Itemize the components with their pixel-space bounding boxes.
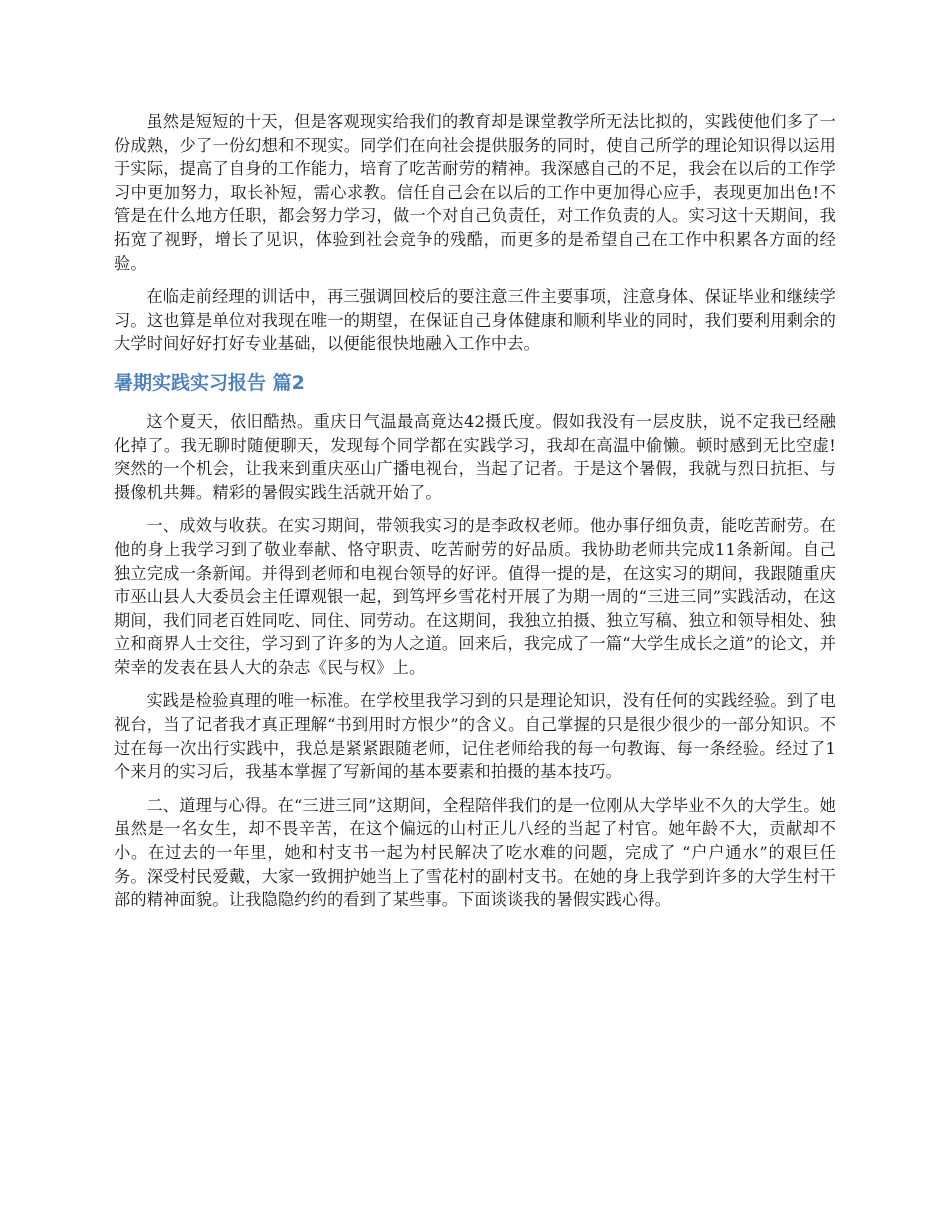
paragraph-1: 虽然是短短的十天，但是客观现实给我们的教育却是课堂教学所无法比拟的，实践使他们多了一份成熟，少了一份幻想和不现实。同学们在向社会提供服务的同时，使自己所学的理论知识得以运用于实际，提高了自身的工作能力，培育了吃苦耐劳的精神。我深感自己的不足，我会在以后的工作学习中更加努力，取长补短，需心求教。信任自己会在以后的工作中更加得心应手，表现更加出色!不管是在什么地方任职，都会努力学习，做一个对自己负责任，对工作负责的人。实习这十天期间，我拓宽了视野，增长了见识，体验到社会竞争的残酷，而更多的是希望自己在工作中积累各方面的经验。: [114, 112, 836, 273]
paragraph-6: 二、道理与心得。在“三进三同”这期间，全程陪伴我们的是一位刚从大学毕业不久的大学生。她虽然是一名女生，却不畏辛苦，在这个偏远的山村正儿八经的当起了村官。她年龄不大，贡献却不小。在过去的一年里，她和村支书一起为村民解决了吃水难的问题，完成了 “户户通水”的艰巨任务。深受村民爱戴，大家一致拥护她当上了雪花村的副村支书。在她的身上我学到许多的大学生村干部的精神面貌。让我隐隐约约的看到了某些事。下面谈谈我的暑假实践心得。: [114, 795, 836, 910]
paragraph-5: 实践是检验真理的唯一标准。在学校里我学习到的只是理论知识，没有任何的实践经验。到了电视台，当了记者我才真正理解“书到用时方恨少”的含义。自己掌握的只是很少很少的一部分知识。不过在每一次出行实践中，我总是紧紧跟随老师，记住老师给我的每一句教诲、每一条经验。经过了1个来月的实习后，我基本掌握了写新闻的基本要素和拍摄的基本技巧。: [114, 691, 836, 782]
paragraph-3: 这个夏天，依旧酷热。重庆日气温最高竟达42摄氏度。假如我没有一层皮肤，说不定我已经融化掉了。我无聊时随便聊天，发现每个同学都在实践学习，我却在高温中偷懒。顿时感到无比空虚!突然的一个机会，让我来到重庆巫山广播电视台，当起了记者。于是这个暑假，我就与烈日抗拒、与摄像机共舞。精彩的暑假实践生活就开始了。: [114, 411, 836, 502]
paragraph-4: 一、成效与收获。在实习期间，带领我实习的是李政权老师。他办事仔细负责，能吃苦耐劳。在他的身上我学习到了敬业奉献、恪守职责、吃苦耐劳的好品质。我协助老师共完成11条新闻。自己独立完成一条新闻。并得到老师和电视台领导的好评。值得一提的是，在这实习的期间，我跟随重庆市巫山县人大委员会主任谭观银一起，到笃坪乡雪花村开展了为期一周的“三进三同”实践活动，在这期间，我们同老百姓同吃、同住、同劳动。在这期间，我独立拍摄、独立写稿、独立和领导相处、独立和商界人士交往，学习到了许多的为人之道。回来后，我完成了一篇“大学生成长之道”的论文，并荣幸的发表在县人大的杂志《民与权》上。: [114, 516, 836, 677]
document-page: [114, 110, 836, 922]
paragraph-2: 在临走前经理的训话中，再三强调回校后的要注意三件主要事项，注意身体、保证毕业和继续学习。这也算是单位对我现在唯一的期望，在保证自己身体健康和顺利毕业的同时，我们要利用剩余的大学时间好好打好专业基础，以便能很快地融入工作中去。: [114, 287, 836, 354]
section-heading: 暑期实践实习报告 篇2: [114, 371, 305, 394]
